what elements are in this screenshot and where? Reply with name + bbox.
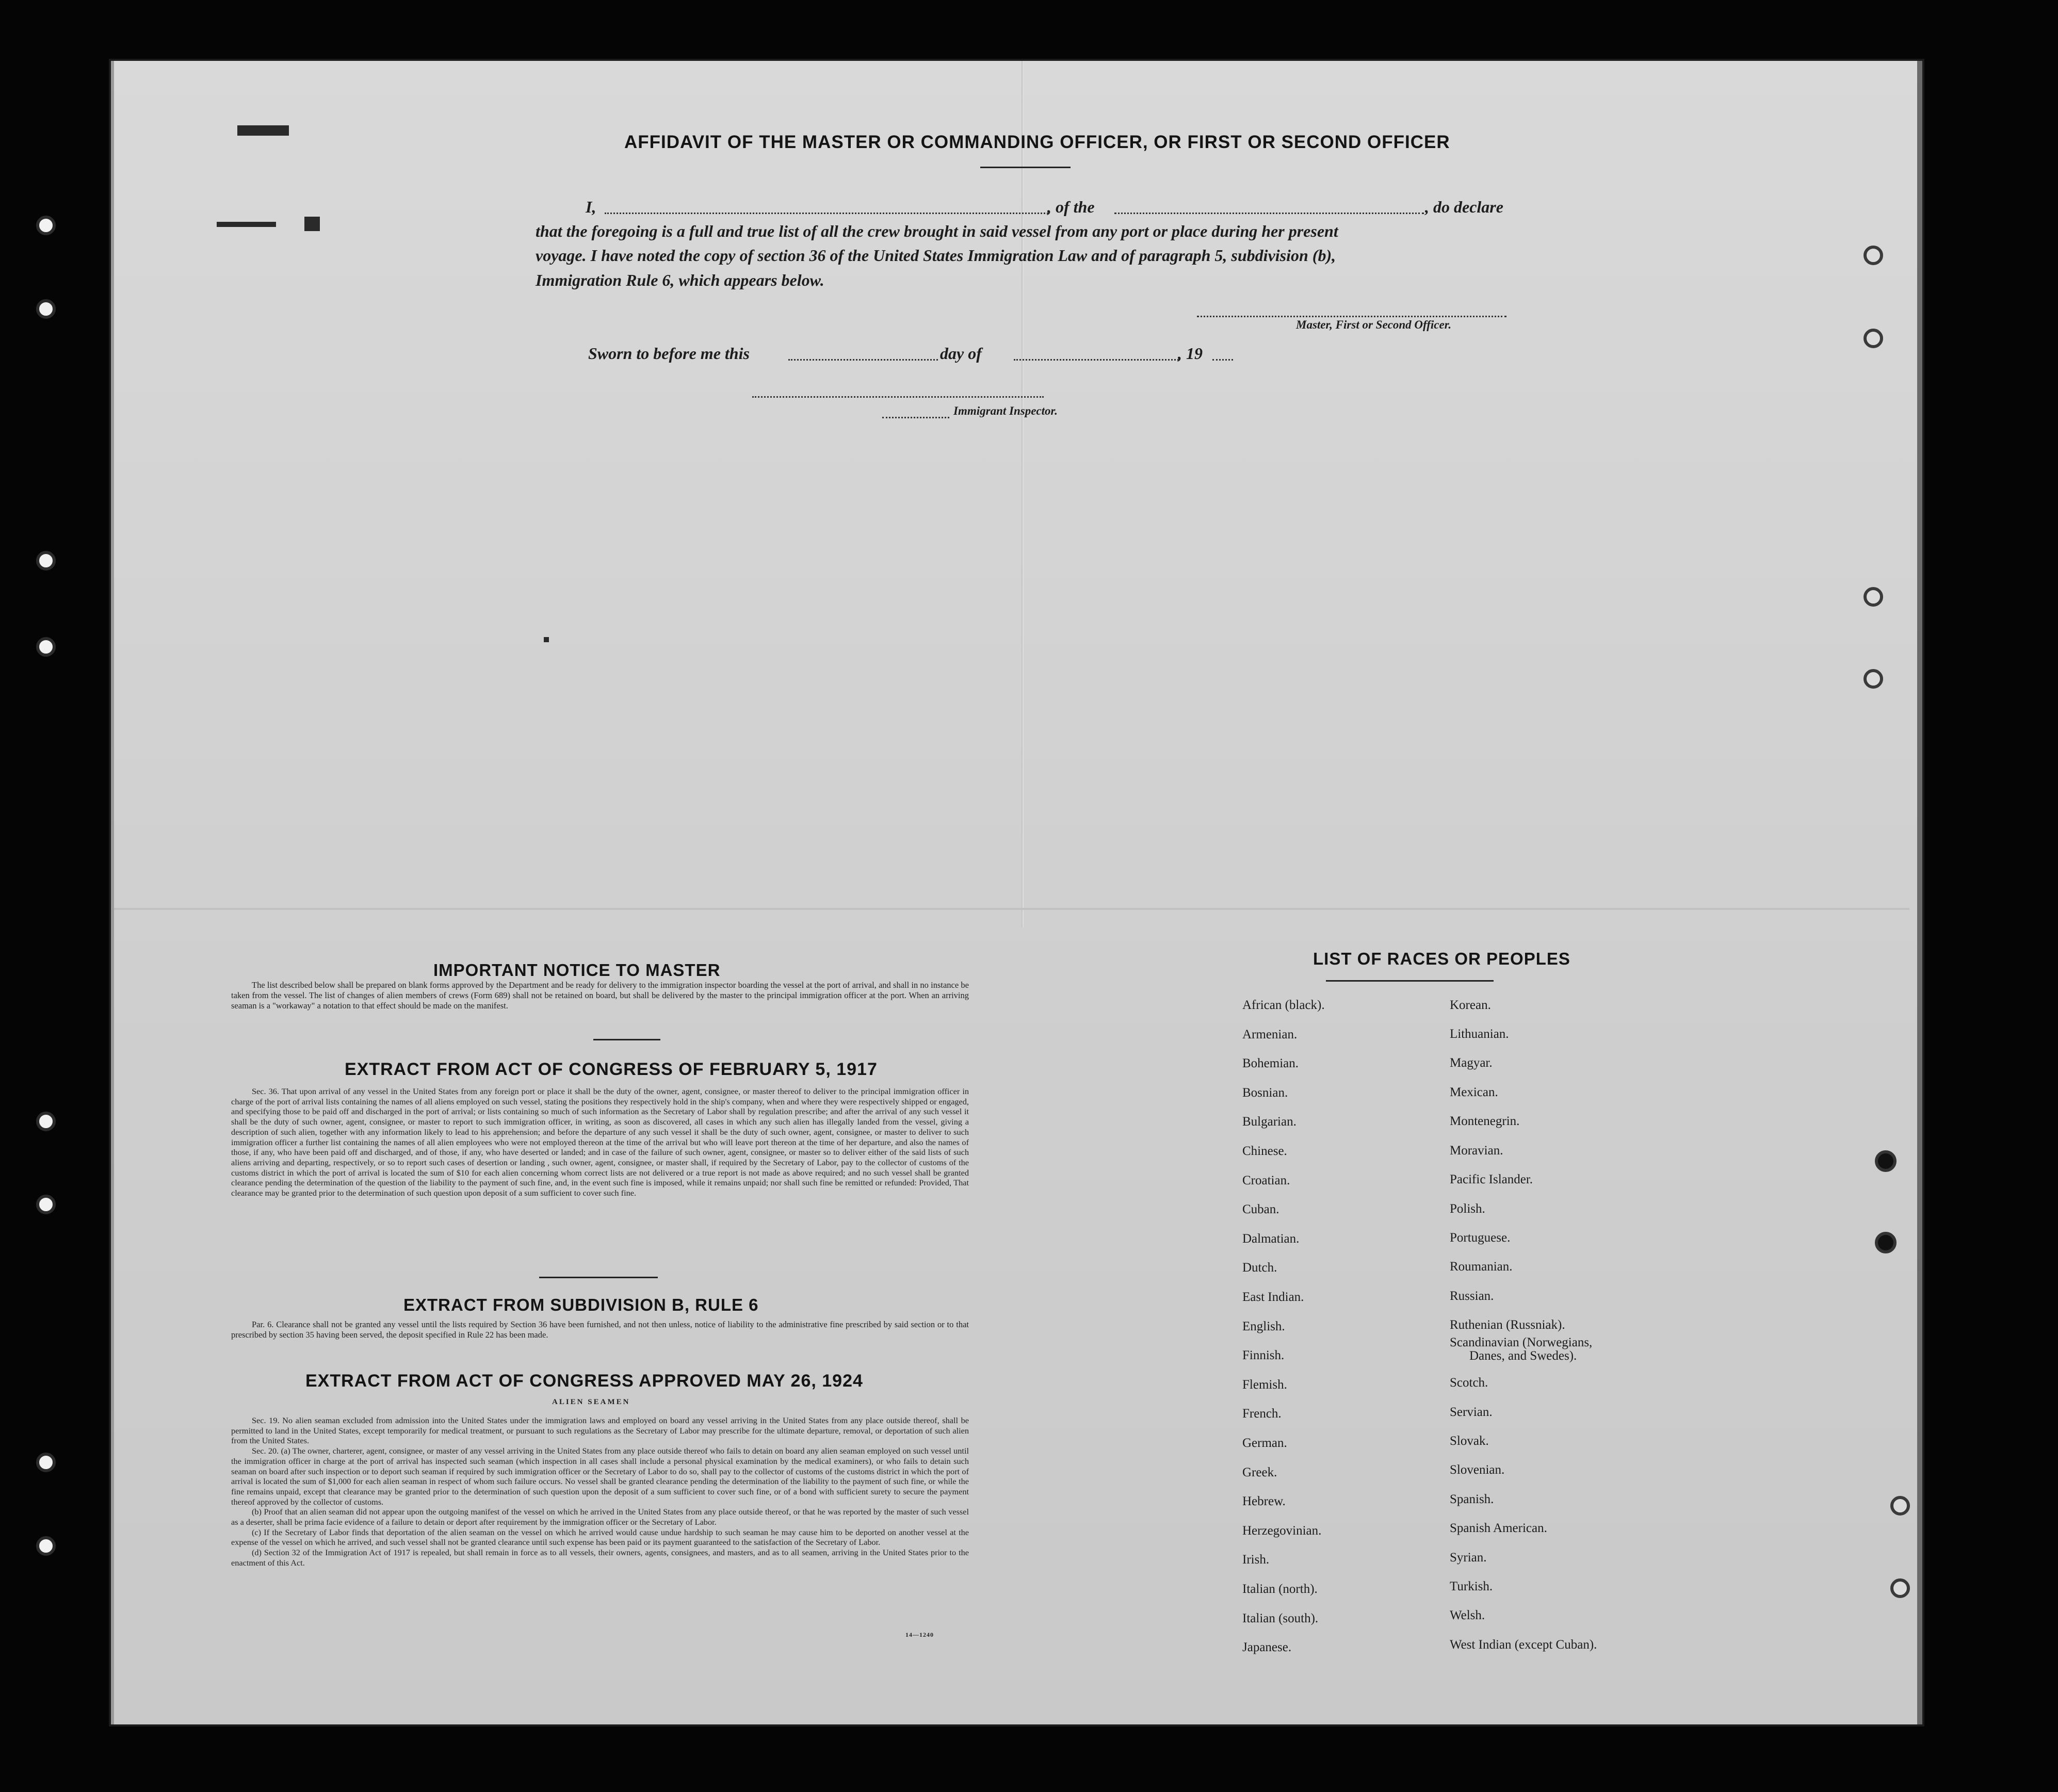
ink-mark <box>304 217 320 231</box>
declaration-line-2: voyage. I have noted the copy of section 36 of the United States Immigration Law and of paragraph 5, subdivision (b), <box>536 246 1336 265</box>
day-of-label: day of <box>940 344 982 363</box>
binder-hole-right-8 <box>1890 1578 1910 1598</box>
binder-hole-right-4 <box>1863 669 1883 689</box>
section-20d-paragraph: (d) Section 32 of the Immigration Act of 1917 is repealed, but shall remain in force as to all vessels, their owners, agents, consignees, and masters, and as to all seamen, arriving in the United States prior to the enactment of this Act. <box>231 1547 969 1568</box>
section-20a-paragraph: Sec. 20. (a) The owner, charterer, agent, consignee, or master of any vessel arriving in the United States from any place outside thereof who fails to detain on board any alien seaman employed on such vessel until the immigration officer in charge at the port of arrival has inspected such seaman (which inspection in all cases shall include a personal physical examination by the medical examiners), or who fails to detain such seaman on board after such inspection or to deport such seaman if required by such immigration officer or the Secretary of Labor to do so, shall pay to the collector of customs of the customs district in which the port of arrival is located the sum of $1,000 for each alien seaman in respect of whom such failure occurs. No vessel shall be granted clearance pending the determination of the liability to the payment of such fine, or while the fine remains unpaid, except that clearance may be granted prior to the determination of such question upon the deposit of a sum sufficient to cover such fine, or of a bond with sufficient surety to secure the payment thereof approved by the collector of customs. <box>231 1446 969 1507</box>
race-item: Bohemian. <box>1242 1056 1299 1071</box>
extract-1917-rule <box>539 1277 658 1278</box>
vessel-name-field[interactable] <box>1114 213 1424 214</box>
ink-mark <box>217 222 276 227</box>
race-item: Cuban. <box>1242 1202 1279 1217</box>
declaration-line-1: that the foregoing is a full and true list of all the crew brought in said vessel from any port or place during her present <box>536 222 1338 240</box>
race-item: Roumanian. <box>1450 1260 1513 1274</box>
binder-hole-left-1 <box>36 216 56 235</box>
inspector-signature-field[interactable] <box>752 396 1044 398</box>
race-item: Greek. <box>1242 1465 1277 1479</box>
notice-rule <box>593 1039 660 1040</box>
vertical-fold-crease <box>1022 61 1024 927</box>
inspector-label: Immigrant Inspector. <box>953 404 1058 417</box>
paragraph-6: Par. 6. Clearance shall not be granted any vessel until the lists required by Section 36 have been furnished, and not then unless, notice of liability to the administrative fine prescribed by said section or to that prescribed by section 35 having been served, the deposit specified in Rule 22 has been made. <box>231 1319 969 1340</box>
binder-hole-left-2 <box>36 299 56 319</box>
race-item: Scandinavian (Norwegians, <box>1450 1335 1593 1349</box>
race-item: Italian (north). <box>1242 1582 1318 1596</box>
race-item: Pacific Islander. <box>1450 1172 1533 1186</box>
alien-seamen-subtitle: ALIEN SEAMEN <box>552 1398 630 1406</box>
race-item: Turkish. <box>1450 1579 1493 1593</box>
sworn-label: Sworn to before me this <box>588 344 750 363</box>
affidavit-i-label: I, <box>586 198 596 216</box>
affiant-name-field[interactable] <box>605 213 1048 214</box>
binder-hole-left-5 <box>36 1112 56 1131</box>
ink-mark <box>237 125 289 136</box>
inspector-signature-field-2[interactable] <box>882 417 949 418</box>
race-item: Slovenian. <box>1450 1463 1505 1477</box>
sworn-year-field[interactable] <box>1212 359 1233 361</box>
race-item: English. <box>1242 1319 1285 1333</box>
extract-rule6-title: EXTRACT FROM SUBDIVISION B, RULE 6 <box>403 1295 759 1314</box>
binder-hole-left-7 <box>36 1453 56 1472</box>
binder-hole-right-7 <box>1890 1496 1910 1516</box>
section-36-paragraph: Sec. 36. That upon arrival of any vessel in the United States from any foreign port or place it shall be the duty of the owner, agent, consignee, or master thereof to deliver to the principal immigration officer in charge of the port of arrival lists containing the names of all aliens employed on such vessel, stating the positions they respectively hold in the ship's company, when and where they were respectively shipped or engaged, and specifying those to be paid off and discharged in the port of arrival; or lists containing so much of such information as the Secretary of Labor shall by regulation prescribe; and after the arrival of any such vessel it shall be the duty of such owner, agent, consignee, or master to report to such immigration officer, in writing, as soon as discovered, all cases in which any such alien has illegally landed from the vessel, giving a description of such alien, together with any information likely to lead to his apprehension; and before the departure of any such vessel it shall be the duty of such owner, agent, consignee, or master to deliver to such immigration officer a further list containing the names of all alien employees who were not employed thereon at the time of the arrival but who will leave port thereon at the time of her departure, and also the names of those, if any, who have been paid off and discharged, and of those, if any, who have deserted or landed; and in case of the failure of such owner, agent, consignee, or master so to deliver either of the said lists of such aliens arriving and departing, respectively, or so to report such cases of desertion or landing , such owner, agent, consignee, or master shall, if required by the Secretary of Labor, pay to the collector of customs of the customs district in which the port of arrival is located the sum of $10 for each alien concerning whom correct lists are not delivered or a true report is not made as above required; and no such vessel shall be granted clearance pending the determination of the question of the liability to the payment of such fine, and, in the event such fine is imposed, while it remains unpaid; nor shall such fine be remitted or refunded: Provided, That clearance may be granted prior to the determination of such question upon deposit of a sum sufficient to cover such fine. <box>231 1086 969 1198</box>
race-item: Russian. <box>1450 1289 1494 1303</box>
race-item: Ruthenian (Russniak). <box>1450 1318 1565 1332</box>
race-item: Servian. <box>1450 1405 1493 1419</box>
notice-text <box>231 980 969 1011</box>
race-item: Bosnian. <box>1242 1085 1288 1100</box>
affidavit-do-declare-label: , do declare <box>1425 198 1503 216</box>
extract-1917-title: EXTRACT FROM ACT OF CONGRESS OF FEBRUARY 5, 1917 <box>345 1060 878 1079</box>
race-item: Scotch. <box>1450 1376 1488 1390</box>
binder-hole-left-3 <box>36 551 56 571</box>
race-item: Bulgarian. <box>1242 1115 1297 1129</box>
declaration-line-3: Immigration Rule 6, which appears below. <box>536 271 824 289</box>
sworn-month-field[interactable] <box>1014 359 1179 361</box>
races-title-rule <box>1326 980 1494 982</box>
binder-hole-right-6 <box>1875 1232 1897 1253</box>
race-item: Herzegovinian. <box>1242 1523 1322 1538</box>
race-item: Dutch. <box>1242 1261 1277 1275</box>
extract-1924-text <box>231 1415 969 1568</box>
race-item: Montenegrin. <box>1450 1114 1520 1128</box>
extract-1917-text <box>231 1086 969 1198</box>
race-item: Spanish American. <box>1450 1521 1547 1535</box>
race-item: Dalmatian. <box>1242 1231 1300 1246</box>
notice-title: IMPORTANT NOTICE TO MASTER <box>433 960 721 980</box>
affidavit-title-rule <box>980 167 1071 168</box>
affidavit-of-the-label: , of the <box>1047 198 1095 216</box>
race-item: Italian (south). <box>1242 1611 1319 1625</box>
race-item: Mexican. <box>1450 1085 1498 1099</box>
binder-hole-left-4 <box>36 637 56 657</box>
notice-paragraph: The list described below shall be prepared on blank forms approved by the Department and be ready for delivery to the immigration inspector boarding the vessel at the port of arrival, and shall in no instance be taken from the vessel. The list of changes of alien members of crews (Form 689) shall not be retained on board, but shall be delivered by the master to the principal immigration officer at the port. When an arriving seaman is a "workaway" a notation to that effect should be made on the manifest. <box>231 980 969 1011</box>
extract-1924-title: EXTRACT FROM ACT OF CONGRESS APPROVED MAY 26, 1924 <box>305 1371 863 1391</box>
race-item: German. <box>1242 1436 1287 1450</box>
race-item: Armenian. <box>1242 1027 1298 1041</box>
races-title: LIST OF RACES OR PEOPLES <box>1313 949 1570 968</box>
binder-hole-right-5 <box>1875 1150 1897 1172</box>
race-item: West Indian (except Cuban). <box>1450 1638 1597 1652</box>
section-20c-paragraph: (c) If the Secretary of Labor finds that deportation of the alien seaman on the vessel on which he arrived would cause undue hardship to such seaman he may cause him to be deported on another vessel at the expense of the vessel on which he arrived, and such vessel shall not be granted clearance until such expense has been paid or its payment guaranteed to the satisfaction of the Secretary of Labor. <box>231 1527 969 1547</box>
race-item: Polish. <box>1450 1202 1485 1216</box>
affidavit-title: AFFIDAVIT OF THE MASTER OR COMMANDING OFFICER, OR FIRST OR SECOND OFFICER <box>624 132 1450 152</box>
binder-hole-right-2 <box>1863 329 1883 348</box>
race-item: Flemish. <box>1242 1377 1287 1392</box>
race-item: Moravian. <box>1450 1144 1503 1158</box>
race-item: Japanese. <box>1242 1640 1292 1655</box>
horizontal-fold-crease <box>114 908 1909 910</box>
year-label: , 19 <box>1178 344 1203 363</box>
race-item: Spanish. <box>1450 1492 1494 1506</box>
race-item: Hebrew. <box>1242 1494 1286 1509</box>
sworn-day-field[interactable] <box>788 359 938 361</box>
race-item: Korean. <box>1450 998 1491 1012</box>
race-item: Danes, and Swedes). <box>1469 1349 1577 1363</box>
race-item: Chinese. <box>1242 1144 1287 1158</box>
race-item: African (black). <box>1242 998 1325 1012</box>
race-item: French. <box>1242 1407 1282 1421</box>
ink-mark <box>544 637 549 642</box>
extract-rule6-text <box>231 1319 969 1340</box>
race-item: Croatian. <box>1242 1173 1290 1187</box>
section-19-paragraph: Sec. 19. No alien seaman excluded from admission into the United States under the immigration laws and employed on board any vessel arriving in the United States from any place outside thereof, shall be permitted to land in the United States, except temporarily for medical treatment, or pursuant to such regulations as the Secretary of Labor may prescribe for the ultimate departure, removal, or deportation of such alien from the United States. <box>231 1415 969 1446</box>
race-item: Syrian. <box>1450 1551 1487 1565</box>
master-signature-label: Master, First or Second Officer. <box>1296 318 1452 331</box>
binder-hole-right-3 <box>1863 587 1883 607</box>
race-item: Slovak. <box>1450 1434 1489 1448</box>
race-item: Magyar. <box>1450 1056 1493 1070</box>
race-item: East Indian. <box>1242 1290 1304 1304</box>
binder-hole-right-1 <box>1863 246 1883 265</box>
race-item: Welsh. <box>1450 1608 1485 1622</box>
binder-hole-left-6 <box>36 1195 56 1214</box>
race-item: Finnish. <box>1242 1348 1285 1363</box>
race-item: Lithuanian. <box>1450 1027 1509 1041</box>
race-item: Portuguese. <box>1450 1231 1511 1245</box>
master-signature-field[interactable] <box>1197 316 1506 317</box>
form-number: 14—1240 <box>905 1631 934 1638</box>
binder-hole-left-8 <box>36 1536 56 1556</box>
section-20b-paragraph: (b) Proof that an alien seaman did not appear upon the outgoing manifest of the vessel on which he arrived in the United States from any place outside thereof, or that he was reported by the master of such vessel as a deserter, shall be prima facie evidence of a failure to detain or deport after requirement by the immigration officer or the Secretary of Labor. <box>231 1507 969 1527</box>
race-item: Irish. <box>1242 1553 1270 1567</box>
